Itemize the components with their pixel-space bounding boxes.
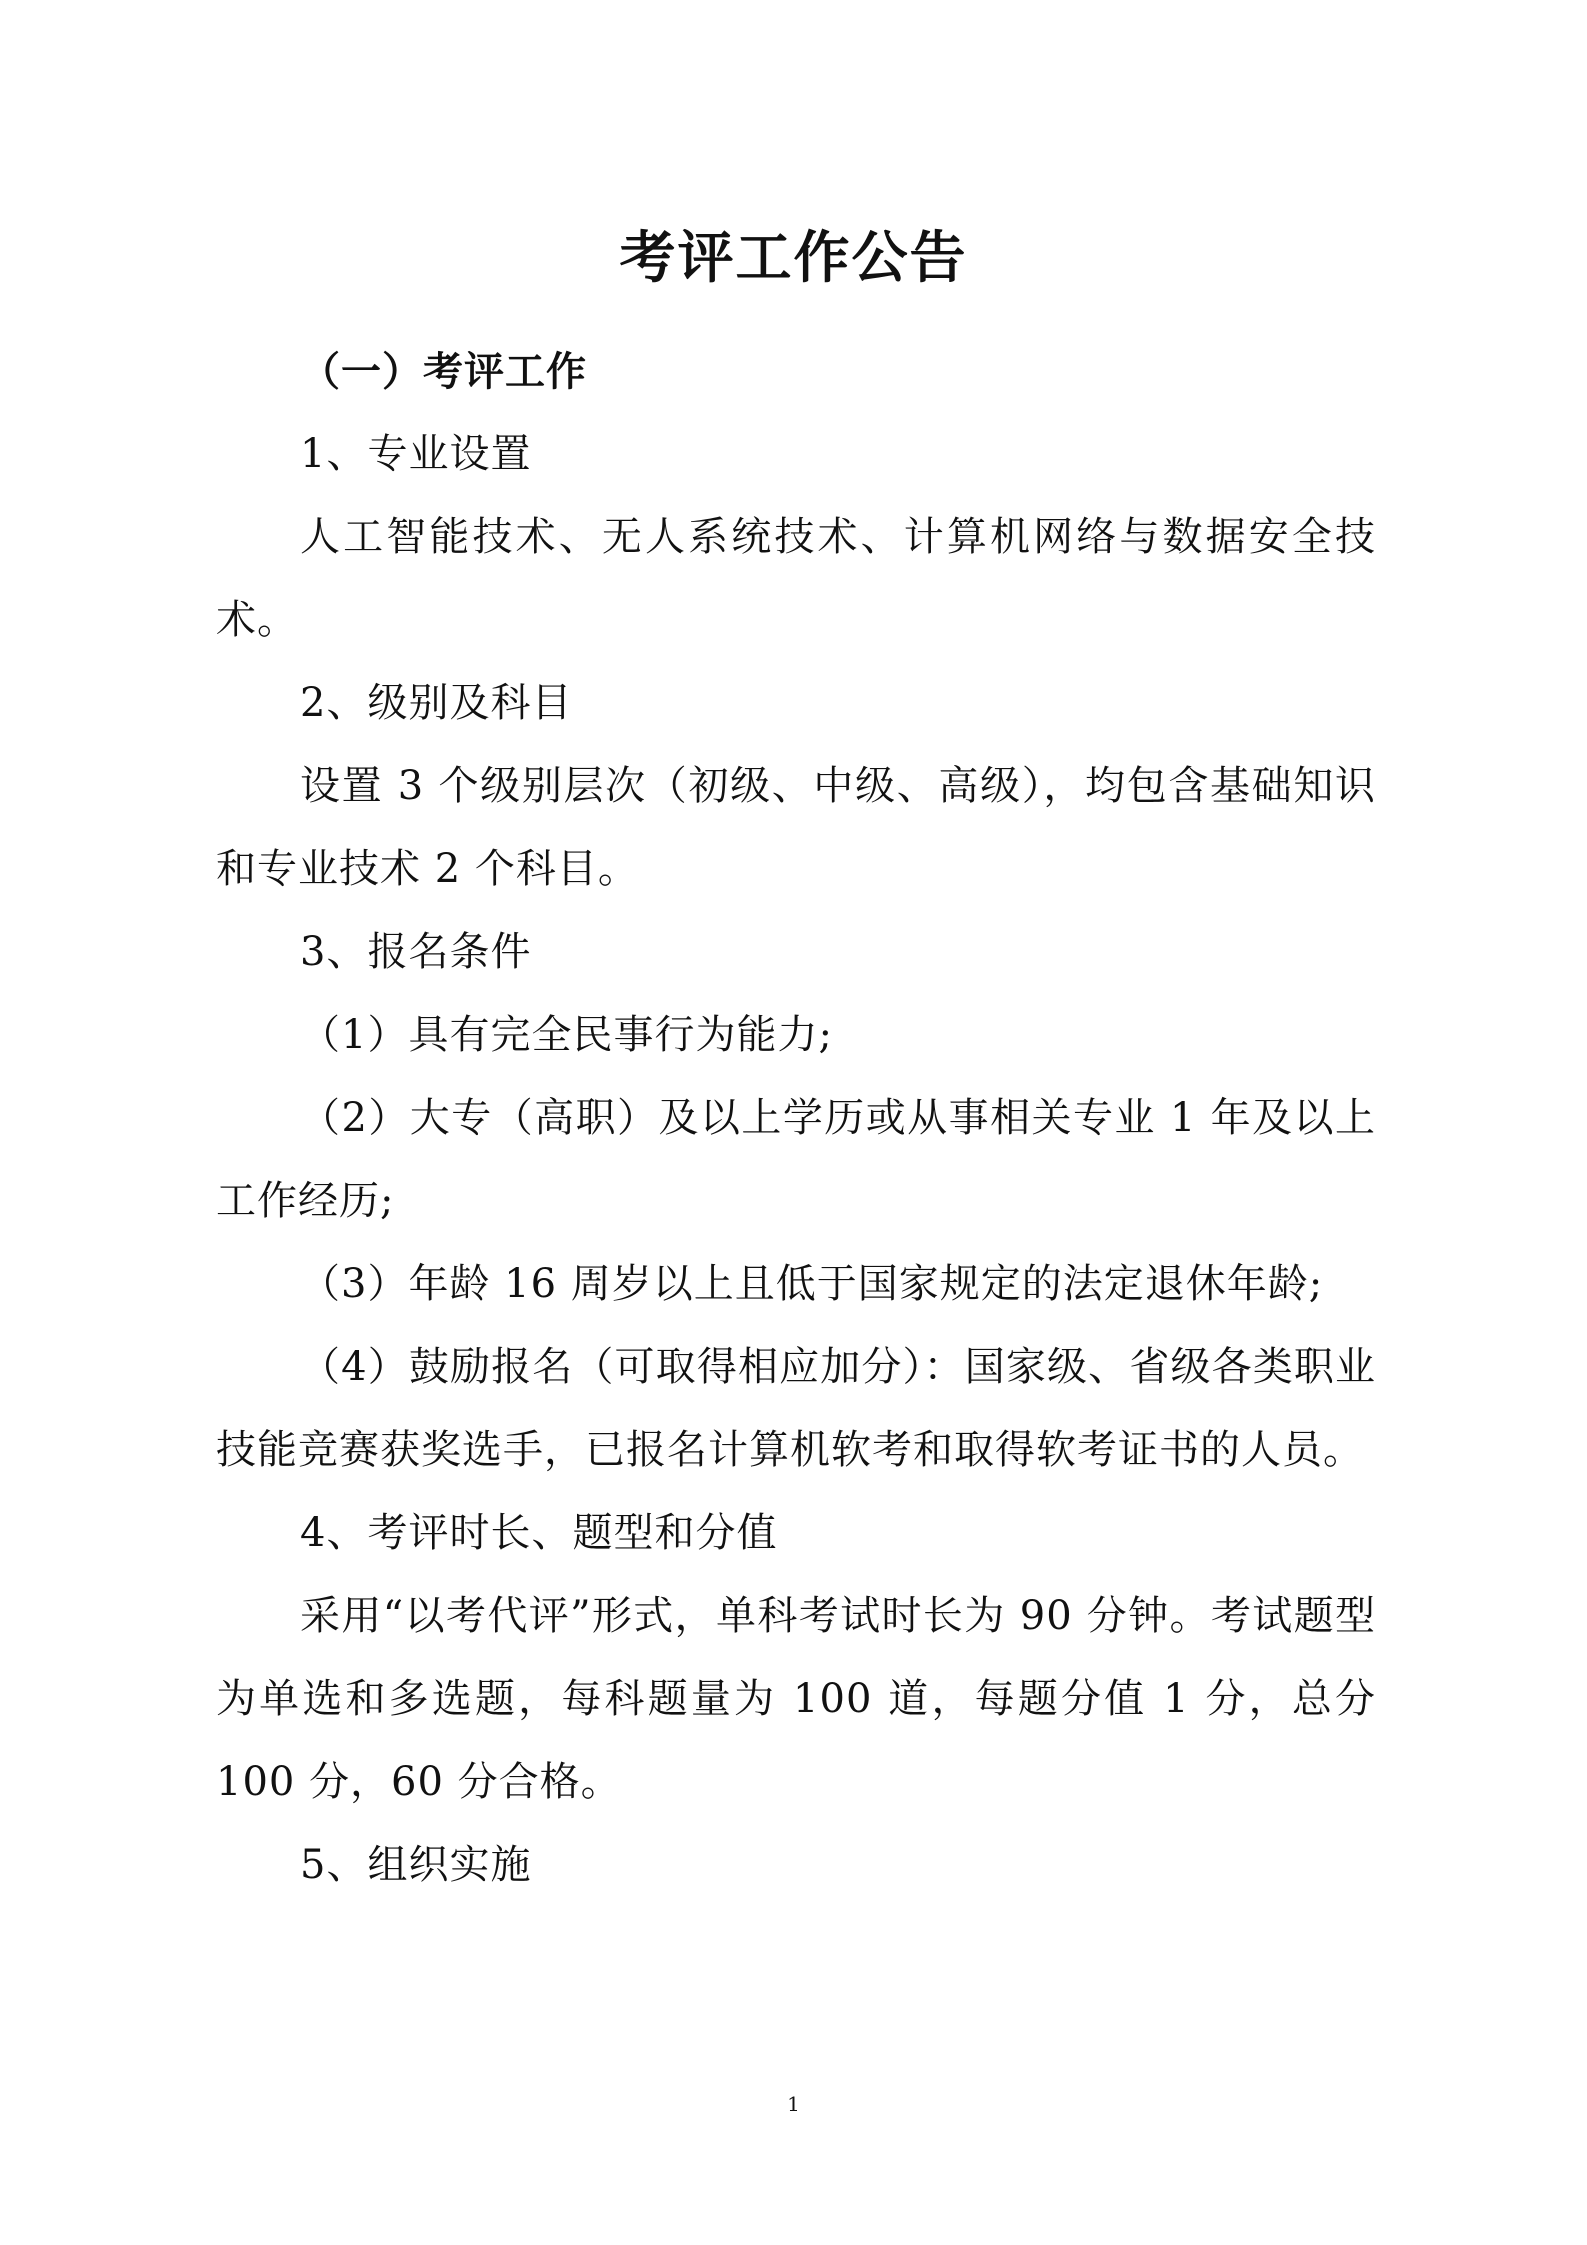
subheading-exam-format: 4、考评时长、题型和分值 [300, 1510, 778, 1556]
paragraph-major-list: 人工智能技术、无人系统技术、计算机网络与数据安全技术。 [216, 514, 1376, 643]
subheading-registration-conditions: 3、报名条件 [300, 929, 532, 975]
condition-item-1: （1）具有完全民事行为能力; [300, 1012, 833, 1058]
condition-item-2: （2）大专（高职）及以上学历或从事相关专业 1 年及以上工作经历; [216, 1095, 1376, 1224]
paragraph-levels: 设置 3 个级别层次（初级、中级、高级），均包含基础知识和专业技术 2 个科目。 [216, 763, 1376, 892]
document-body [216, 330, 1376, 1907]
page-number: 1 [787, 2092, 800, 2116]
condition-item-4: （4）鼓励报名（可取得相应加分）：国家级、省级各类职业技能竞赛获奖选手，已报名计算机软考和取得软考证书的人员。 [216, 1344, 1376, 1473]
subheading-levels-subjects: 2、级别及科目 [300, 680, 573, 726]
condition-item-3: （3）年龄 16 周岁以上且低于国家规定的法定退休年龄; [300, 1261, 1324, 1307]
subheading-major-setting: 1、专业设置 [300, 431, 532, 477]
subheading-implementation: 5、组织实施 [300, 1842, 532, 1888]
document-title: 考评工作公告 [619, 225, 968, 291]
section-heading: （一）考评工作 [300, 348, 587, 395]
paragraph-exam-format: 采用“以考代评”形式，单科考试时长为 90 分钟。考试题型为单选和多选题，每科题量为 100 道，每题分值 1 分，总分 100 分，60 分合格。 [216, 1593, 1376, 1805]
